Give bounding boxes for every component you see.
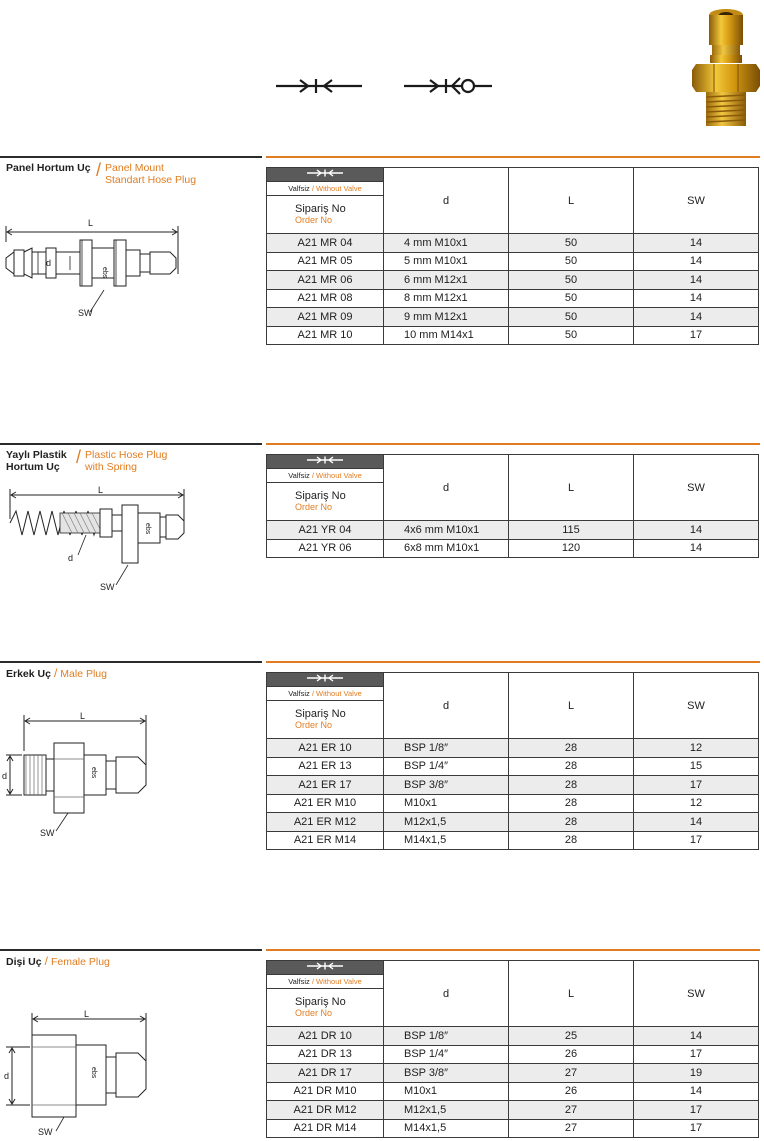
order-no-header: Sipariş No Order No — [267, 989, 384, 1027]
table-row: A21 ER M14 M14x1,5 28 17 — [267, 831, 759, 850]
title-tr — [6, 449, 76, 473]
section-title — [6, 955, 110, 968]
title-separator: / — [96, 160, 102, 180]
table-row: A21 ER 10 BSP 1/8″ 28 12 — [267, 739, 759, 758]
valve-label: Valfsiz / Without Valve — [267, 687, 384, 701]
dim-label-L: L — [80, 711, 86, 721]
section-title — [6, 162, 196, 186]
plug-coupling-icon — [305, 455, 345, 465]
section-divider — [0, 443, 764, 445]
section-divider — [0, 661, 764, 663]
table-row: A21 ER M10 M10x1 28 12 — [267, 794, 759, 813]
table-row: A21 MR 05 5 mm M10x1 50 14 — [267, 252, 759, 271]
col-header-L: L — [509, 455, 634, 521]
dim-label-d: d — [68, 553, 74, 563]
plug-coupling-icon — [305, 961, 345, 971]
plug-coupling-icon — [305, 673, 345, 683]
order-no-header: Sipariş No Order No — [267, 701, 384, 739]
title-en — [85, 449, 167, 473]
col-header-d: d — [384, 455, 509, 521]
spec-table-panel — [266, 167, 759, 345]
coupling-symbols — [270, 66, 500, 106]
table-header-symbol — [267, 455, 384, 469]
spec-table-male — [266, 672, 759, 850]
dim-label-L: L — [84, 1009, 90, 1019]
table-header-symbol — [267, 673, 384, 687]
section-divider — [0, 949, 764, 951]
spec-table-spring — [266, 454, 759, 558]
table-row: A21 MR 08 8 mm M12x1 50 14 — [267, 289, 759, 308]
col-header-L: L — [509, 673, 634, 739]
table-row: A21 ER 13 BSP 1/4″ 28 15 — [267, 757, 759, 776]
table-row: A21 DR 13 BSP 1/4″ 26 17 — [267, 1045, 759, 1064]
order-no-header: Sipariş No Order No — [267, 483, 384, 521]
table-row: A21 DR M12 M12x1,5 27 17 — [267, 1101, 759, 1120]
table-row: A21 DR 10 BSP 1/8″ 25 14 — [267, 1027, 759, 1046]
col-header-SW: SW — [634, 673, 759, 739]
section-title — [6, 449, 167, 473]
svg-text:ebs: ebs — [144, 523, 151, 535]
valve-label: Valfsiz / Without Valve — [267, 975, 384, 989]
title-en-line2: Standart Hose Plug — [105, 174, 197, 186]
valve-label: Valfsiz / Without Valve — [267, 469, 384, 483]
dim-label-L: L — [98, 485, 104, 495]
table-row: A21 MR 04 4 mm M10x1 50 14 — [267, 234, 759, 253]
table-row: A21 DR M14 M14x1,5 27 17 — [267, 1119, 759, 1138]
dim-label-L: L — [88, 218, 94, 228]
col-header-d: d — [384, 168, 509, 234]
plug-coupling-symbol — [276, 79, 362, 93]
dim-label-SW: SW — [40, 828, 55, 838]
title-tr: Erkek Uç — [6, 668, 51, 680]
dim-label-SW: SW — [100, 582, 115, 592]
table-row: A21 YR 06 6x8 mm M10x1 120 14 — [267, 539, 759, 558]
title-separator: / — [44, 954, 48, 968]
panel-hose-plug-drawing — [0, 212, 200, 322]
col-header-SW: SW — [634, 455, 759, 521]
male-plug-drawing — [0, 709, 200, 839]
svg-text:ebs: ebs — [90, 1067, 97, 1079]
title-separator: / — [76, 447, 82, 467]
dim-label-d: d — [4, 1071, 10, 1081]
title-tr: Panel Hortum Uç — [6, 162, 91, 174]
table-row: A21 MR 10 10 mm M14x1 50 17 — [267, 326, 759, 345]
table-row: A21 ER 17 BSP 3/8″ 28 17 — [267, 776, 759, 795]
col-header-L: L — [509, 168, 634, 234]
col-header-L: L — [509, 961, 634, 1027]
dim-label-d: d — [46, 258, 52, 268]
title-en-line1: Panel Mount — [105, 162, 164, 174]
col-header-SW: SW — [634, 168, 759, 234]
title-en: Female Plug — [50, 956, 110, 968]
table-row: A21 DR 17 BSP 3/8″ 27 19 — [267, 1064, 759, 1083]
table-row: A21 MR 06 6 mm M12x1 50 14 — [267, 271, 759, 290]
table-row: A21 MR 09 9 mm M12x1 50 14 — [267, 308, 759, 327]
spec-table-female — [266, 960, 759, 1138]
title-en-line1: Plastic Hose Plug — [85, 449, 168, 461]
table-row: A21 ER M12 M12x1,5 28 14 — [267, 813, 759, 832]
section-title — [6, 667, 107, 680]
title-tr-line1: Yaylı Plastik — [6, 449, 67, 461]
title-en — [105, 162, 196, 186]
dim-label-SW: SW — [38, 1127, 53, 1137]
svg-text:ebs: ebs — [90, 767, 97, 779]
table-header-symbol — [267, 168, 384, 182]
section-divider — [0, 156, 764, 158]
title-tr: Dişi Uç — [6, 956, 42, 968]
title-en-line2: with Spring — [85, 461, 137, 473]
brass-male-plug-photo — [690, 6, 762, 130]
plug-coupling-icon — [305, 168, 345, 178]
female-plug-drawing — [0, 1007, 200, 1137]
valve-label: Valfsiz / Without Valve — [267, 182, 384, 196]
dim-label-d: d — [2, 771, 8, 781]
title-separator: / — [53, 666, 58, 680]
col-header-d: d — [384, 673, 509, 739]
spring-hose-plug-drawing — [0, 483, 200, 598]
title-en: Male Plug — [60, 668, 107, 680]
table-row: A21 YR 04 4x6 mm M10x1 115 14 — [267, 521, 759, 540]
table-header-symbol — [267, 961, 384, 975]
title-tr-line2: Hortum Uç — [6, 461, 60, 473]
svg-text:ebs: ebs — [101, 267, 108, 279]
plug-coupling-valve-symbol — [404, 78, 492, 94]
dim-label-SW: SW — [78, 308, 93, 318]
col-header-d: d — [384, 961, 509, 1027]
col-header-SW: SW — [634, 961, 759, 1027]
table-row: A21 DR M10 M10x1 26 14 — [267, 1082, 759, 1101]
order-no-header: Sipariş No Order No — [267, 196, 384, 234]
